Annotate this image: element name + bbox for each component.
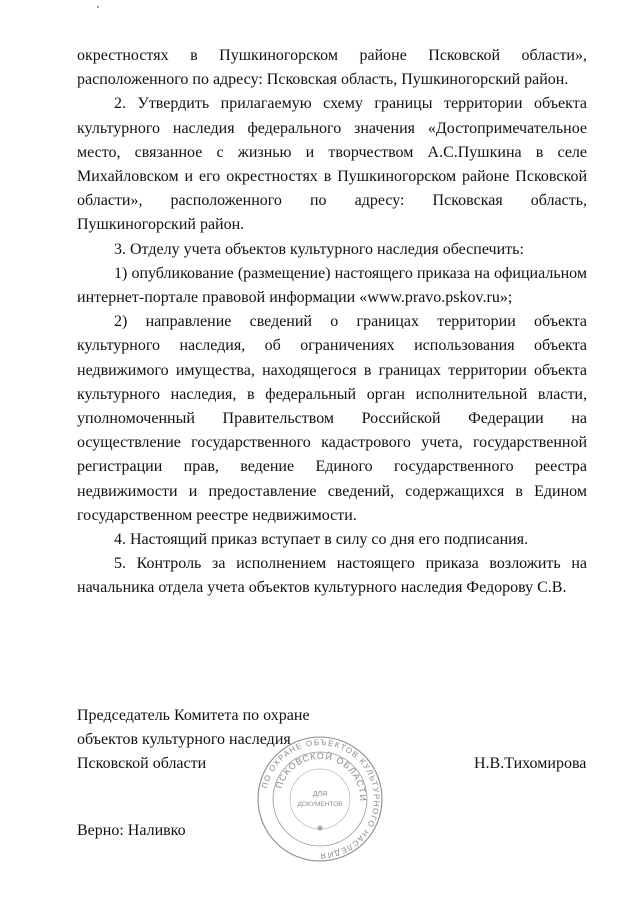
- signatory-title-line-3: Псковской области: [77, 755, 207, 773]
- document-body: [77, 44, 587, 601]
- stamp-inner-ring: [290, 769, 350, 829]
- paragraph-item-2: 2. Утвердить прилагаемую схему границы территории объекта культурного наследия федерального значения «Достопримечательное место, связанное с жизнью и творчеством А.С.Пушкина в селе Михайловском и его окрестностях в Пушкиногорском районе Псковской области», расположенного по адресу: Псковская область, Пушкиногорский район.: [77, 95, 587, 234]
- scan-speck: [97, 6, 99, 8]
- stamp-center-line-1: ДЛЯ: [312, 791, 328, 798]
- paragraph-item-3: 3. Отделу учета объектов культурного наследия обеспечить:: [114, 240, 524, 258]
- stamp-center-line-2: ДОКУМЕНТОВ: [297, 801, 343, 808]
- stamp-emblem-mark: ✱: [316, 824, 324, 833]
- paragraph-subitem-1: 1) опубликование (размещение) настоящего приказа на официальном интернет-портале правовой информации «www.pravo.pskov.ru»;: [77, 264, 587, 307]
- signatory-title-line-2: объектов культурного наследия: [77, 731, 291, 749]
- paragraph-item-5: 5. Контроль за исполнением настоящего приказа возложить на начальника отдела учета объектов культурного наследия Федорову С.В.: [77, 555, 587, 597]
- stamp-inner-text: ПСКОВСКОЙ ОБЛАСТИ: [273, 750, 369, 802]
- verification-note: Верно: Наливко: [77, 822, 186, 839]
- paragraph-continuation: окрестностях в Пушкиногорском районе Псковской области», расположенного по адресу: Псковская область, Пушкиногорский район.: [77, 47, 587, 89]
- paragraph-subitem-2: 2) направление сведений о границах территории объекта культурного наследия, об ограничениях использования объекта недвижимого имущества, находящегося в границах территории объекта культурного наследия, в федеральный орган исполнительной власти, уполномоченный Правительством Российской Федерации на осуществление государственного кадастрового учета, государственной регистрации прав, ведение Единого государственного реестра недвижимости и предоставление сведений, содержащихся в Едином государственном реестре недвижимости.: [77, 313, 587, 524]
- signatory-name: Н.В.Тихомирова: [474, 755, 587, 772]
- official-stamp: [256, 735, 384, 863]
- paragraph-item-4: 4. Настоящий приказ вступает в силу со дня его подписания.: [114, 531, 529, 549]
- signatory-title-line-1: Председатель Комитета по охране: [77, 707, 310, 724]
- stamp-outer-text: ПО ОХРАНЕ ОБЪЕКТОВ КУЛЬТУРНОГО НАСЛЕДИЯ: [260, 737, 382, 861]
